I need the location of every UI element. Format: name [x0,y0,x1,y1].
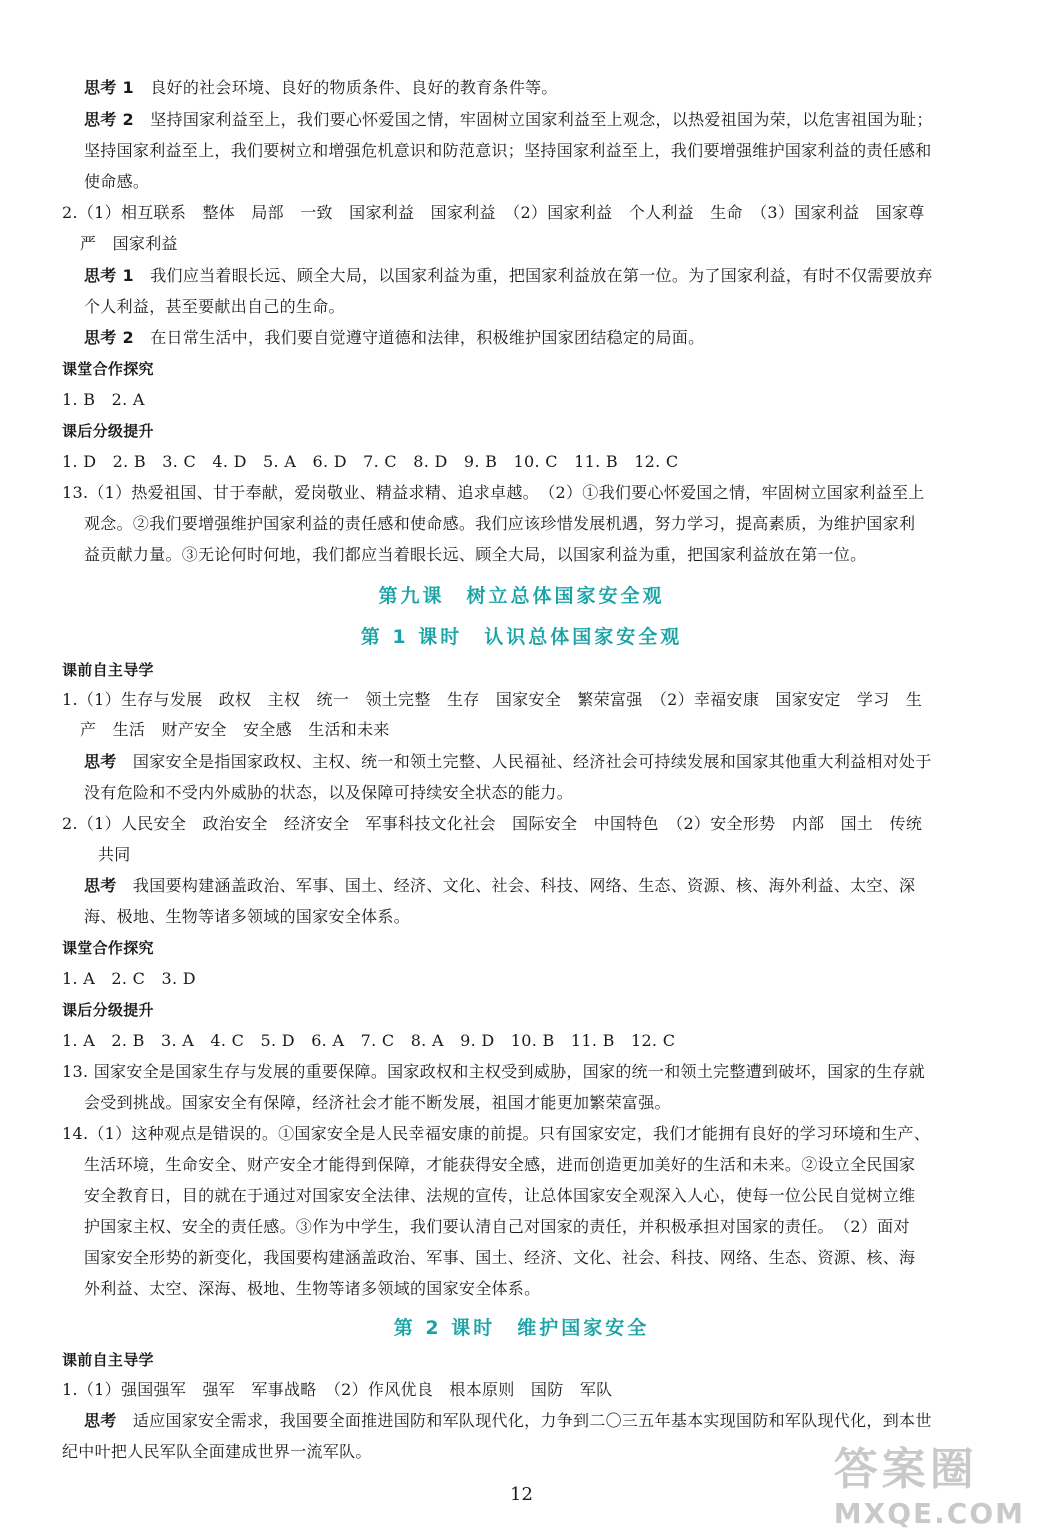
answer-line: 纪中叶把人民军队全面建成世界一流军队。 [62,1442,372,1461]
answer-line: 益贡献力量。③无论何时何地，我们都应当着眼长远、顾全大局，以国家利益为重，把国家利益放在第一位。 [84,545,867,564]
section-heading: 课前自主导学 [62,1351,154,1369]
answer-line: 14.（1）这种观点是错误的。①国家安全是人民幸福安康的前提。只有国家安定，我们才能拥有良好的学习环境和生产、 [62,1124,931,1143]
answer-line: 生活环境，生命安全、财产安全才能得到保障，才能获得安全感，进而创造更加美好的生活和未来。②设立全民国家 [84,1155,916,1174]
answer-line: 安全教育日，目的就在于通过对国家安全法律、法规的宣传，让总体国家安全观深入人心，使每一位公民自觉树立维 [84,1186,916,1205]
watermark-logo [834,1433,1025,1530]
watermark-bottom: MXQE.COM [833,1497,1025,1530]
answer-line: 坚持国家利益至上，我们要树立和增强危机意识和防范意识；坚持国家利益至上，我们要增强维护国家利益的责任感和 [84,141,932,160]
answer-line [84,266,933,286]
section-heading: 课堂合作探究 [62,939,154,957]
answer-line: 国家安全形势的新变化，我国要构建涵盖政治、军事、国土、经济、文化、社会、科技、网络、生态、资源、核、海 [84,1248,916,1267]
answer-line: 共同 [98,845,131,864]
think-label: 思考 [84,752,117,771]
answer-line: 个人利益，甚至要献出自己的生命。 [84,297,345,316]
answer-line [84,328,704,348]
section-heading: 课前自主导学 [62,661,154,679]
answer-line: 海、极地、生物等诸多领域的国家安全体系。 [84,907,411,926]
section-heading: 课后分级提升 [62,422,154,440]
think-label: 思考 [84,1411,117,1430]
answer-line: 1.（1）生存与发展 政权 主权 统一 领土完整 生存 国家安全 繁荣富强 （2）幸福安康 国家安定 学习 生 [62,690,923,709]
period-title: 第 1 课时 认识总体国家安全观 [360,626,683,648]
answer-line: 严 国家利益 [80,234,178,253]
answer-line [84,876,915,896]
answer-line: 使命感。 [84,172,150,191]
answer-line: 13. 国家安全是国家生存与发展的重要保障。国家政权和主权受到威胁，国家的统一和领土完整遭到破坏，国家的生存就 [62,1062,926,1081]
line-text: 坚持国家利益至上，我们要心怀爱国之情，牢固树立国家利益至上观念，以热爱祖国为荣，以危害祖国为耻； [150,110,933,129]
answer-line: 1. D 2. B 3. C 4. D 5. A 6. D 7. C 8. D 9. B 10. C 11. B 12. C [62,452,679,471]
section-heading: 课后分级提升 [62,1001,154,1019]
line-text: 国家安全是指国家政权、主权、统一和领土完整、人民福祉、经济社会可持续发展和国家其他重大利益相对处于 [132,752,932,771]
answer-line: 2.（1）人民安全 政治安全 经济安全 军事科技文化社会 国际安全 中国特色 （2）安全形势 内部 国土 传统 [62,814,923,833]
answer-line: 产 生活 财产安全 安全感 生活和未来 [80,720,390,739]
page-number: 12 [510,1484,533,1505]
answer-line [84,78,558,98]
answer-line: 2.（1）相互联系 整体 局部 一致 国家利益 国家利益 （2）国家利益 个人利益 生命 （3）国家利益 国家尊 [62,203,925,222]
line-text: 我国要构建涵盖政治、军事、国土、经济、文化、社会、科技、网络、生态、资源、核、海外利益、太空、深 [132,876,916,895]
answer-line: 1.（1）强国强军 强军 军事战略 （2）作风优良 根本原则 国防 军队 [62,1380,613,1399]
watermark-top: 答案圈 [833,1444,978,1495]
answer-line: 观念。②我们要增强维护国家利益的责任感和使命感。我们应该珍惜发展机遇，努力学习，提高素质，为维护国家利 [84,514,916,533]
answer-line: 没有危险和不受内外威胁的状态，以及保障可持续安全状态的能力。 [84,783,574,802]
answer-line: 1. B 2. A [62,390,145,409]
think-label: 思考 1 [84,266,134,285]
lesson-title: 第九课 树立总体国家安全观 [378,585,665,607]
answer-line: 1. A 2. B 3. A 4. C 5. D 6. A 7. C 8. A 9. D 10. B 11. B 12. C [62,1031,676,1050]
answer-line: 会受到挑战。国家安全有保障，经济社会才能不断发展，祖国才能更加繁荣富强。 [84,1093,671,1112]
answer-line: 1. A 2. C 3. D [62,969,196,988]
period-title: 第 2 课时 维护国家安全 [393,1317,650,1339]
think-label: 思考 [84,876,117,895]
answer-line [84,110,933,130]
line-text: 适应国家安全需求，我国要全面推进国防和军队现代化，力争到二〇三五年基本实现国防和军队现代化，到本世 [132,1411,932,1430]
answer-line: 护国家主权、安全的责任感。③作为中学生，我们要认清自己对国家的责任，并积极承担对国家的责任。 （2）面对 [84,1217,910,1236]
line-text: 良好的社会环境、良好的物质条件、良好的教育条件等。 [150,78,558,97]
answer-line: 外利益、太空、深海、极地、生物等诸多领域的国家安全体系。 [84,1279,541,1298]
answer-line [84,1411,932,1431]
think-label: 思考 2 [84,110,134,129]
line-text: 在日常生活中，我们要自觉遵守道德和法律，积极维护国家团结稳定的局面。 [150,328,705,347]
answer-line: 13.（1）热爱祖国、甘于奉献，爱岗敬业、精益求精、追求卓越。 （2）①我们要心怀爱国之情，牢固树立国家利益至上 [62,483,925,502]
line-text: 我们应当着眼长远、顾全大局，以国家利益为重，把国家利益放在第一位。为了国家利益，有时不仅需要放弃 [150,266,933,285]
think-label: 思考 2 [84,328,134,347]
answer-line [84,752,932,772]
section-heading: 课堂合作探究 [62,360,154,378]
think-label: 思考 1 [84,78,134,97]
